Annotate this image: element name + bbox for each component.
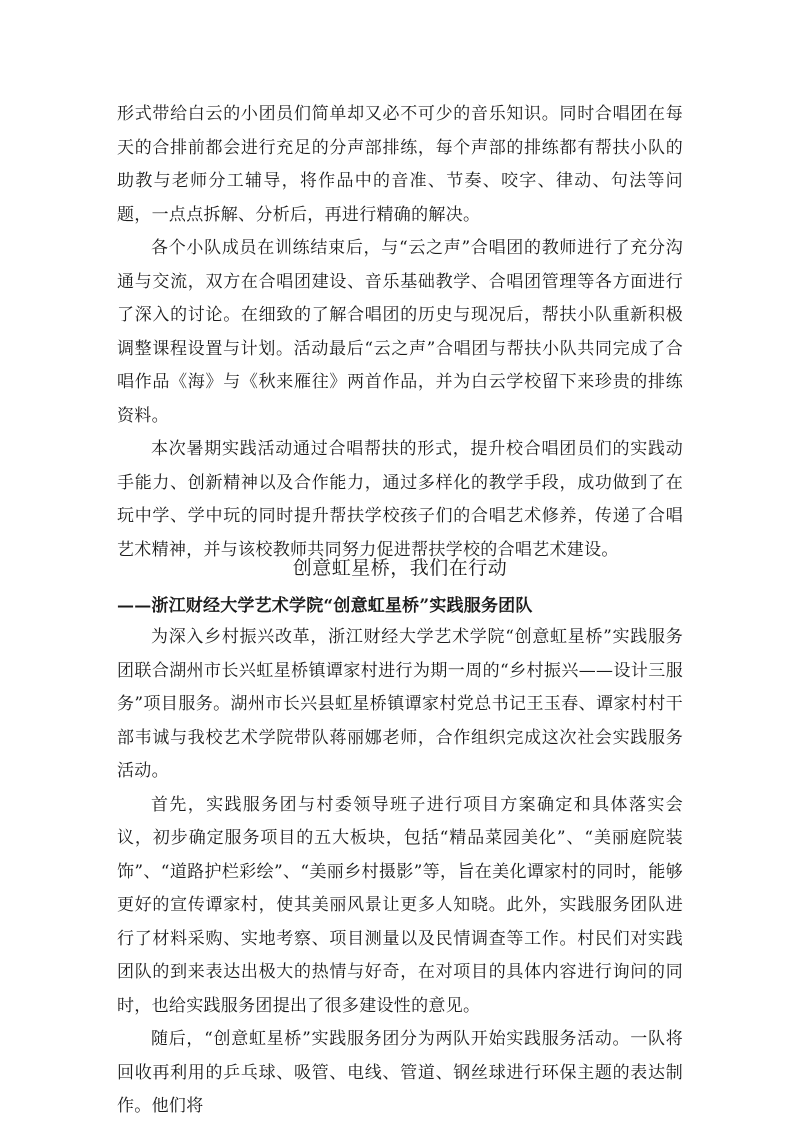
section-body (117, 621, 683, 1124)
paragraph: 本次暑期实践活动通过合唱帮扶的形式，提升校合唱团员们的实践动手能力、创新精神以及合作能力，通过多样化的教学手段，成功做到了在玩中学、学中玩的同时提升帮扶学校孩子们的合唱艺术修养，传递了合唱艺术精神，并与该校教师共同努力促进帮扶学校的合唱艺术建设。 (117, 439, 683, 560)
section-title: 创意虹星桥，我们在行动 (292, 557, 508, 579)
section-subtitle: ——浙江财经大学艺术学院“创意虹星桥”实践服务团队 (117, 596, 533, 616)
paragraph: 各个小队成员在训练结束后，与“云之声”合唱团的教师进行了充分沟通与交流，双方在合唱团建设、音乐基础教学、合唱团管理等各方面进行了深入的讨论。在细致的了解合唱团的历史与现况后，帮扶小队重新积极调整课程设置与计划。活动最后“云之声”合唱团与帮扶小队共同完成了合唱作品《海》与《秋来雁往》两首作品，并为白云学校留下来珍贵的排练资料。 (117, 238, 683, 426)
paragraph-continued: 形式带给白云的小团员们简单却又必不可少的音乐知识。同时合唱团在每天的合排前都会进行充足的分声部排练，每个声部的排练都有帮扶小队的助教与老师分工辅导，将作品中的音准、节奏、咬字、律动、句法等问题，一点点拆解、分析后，再进行精确的解决。 (117, 104, 683, 225)
paragraph: 首先，实践服务团与村委领导班子进行项目方案确定和具体落实会议，初步确定服务项目的五大板块，包括“精品菜园美化”、“美丽庭院装饰”、“道路护栏彩绘”、“美丽乡村摄影”等，旨在美化谭家村的同时，能够更好的宣传谭家村，使其美丽风景让更多人知晓。此外，实践服务团队进行了材料采购、实地考察、项目测量以及民情调查等工作。村民们对实践团队的到来表达出极大的热情与好奇，在对项目的具体内容进行询问的同时，也给实践服务团提出了很多建设性的意见。 (117, 794, 683, 1016)
paragraph: 为深入乡村振兴改革，浙江财经大学艺术学院“创意虹星桥”实践服务团联合湖州市长兴虹星桥镇谭家村进行为期一周的“乡村振兴——设计三服务”项目服务。湖州市长兴县虹星桥镇谭家村党总书记王玉春、谭家村村干部韦诚与我校艺术学院带队蒋丽娜老师，合作组织完成这次社会实践服务活动。 (117, 627, 683, 781)
top-section (117, 98, 683, 567)
paragraph: 随后，“创意虹星桥”实践服务团分为两队开始实践服务活动。一队将回收再利用的乒乓球、吸管、电线、管道、钢丝球进行环保主题的表达制作。他们将 (117, 1029, 683, 1116)
